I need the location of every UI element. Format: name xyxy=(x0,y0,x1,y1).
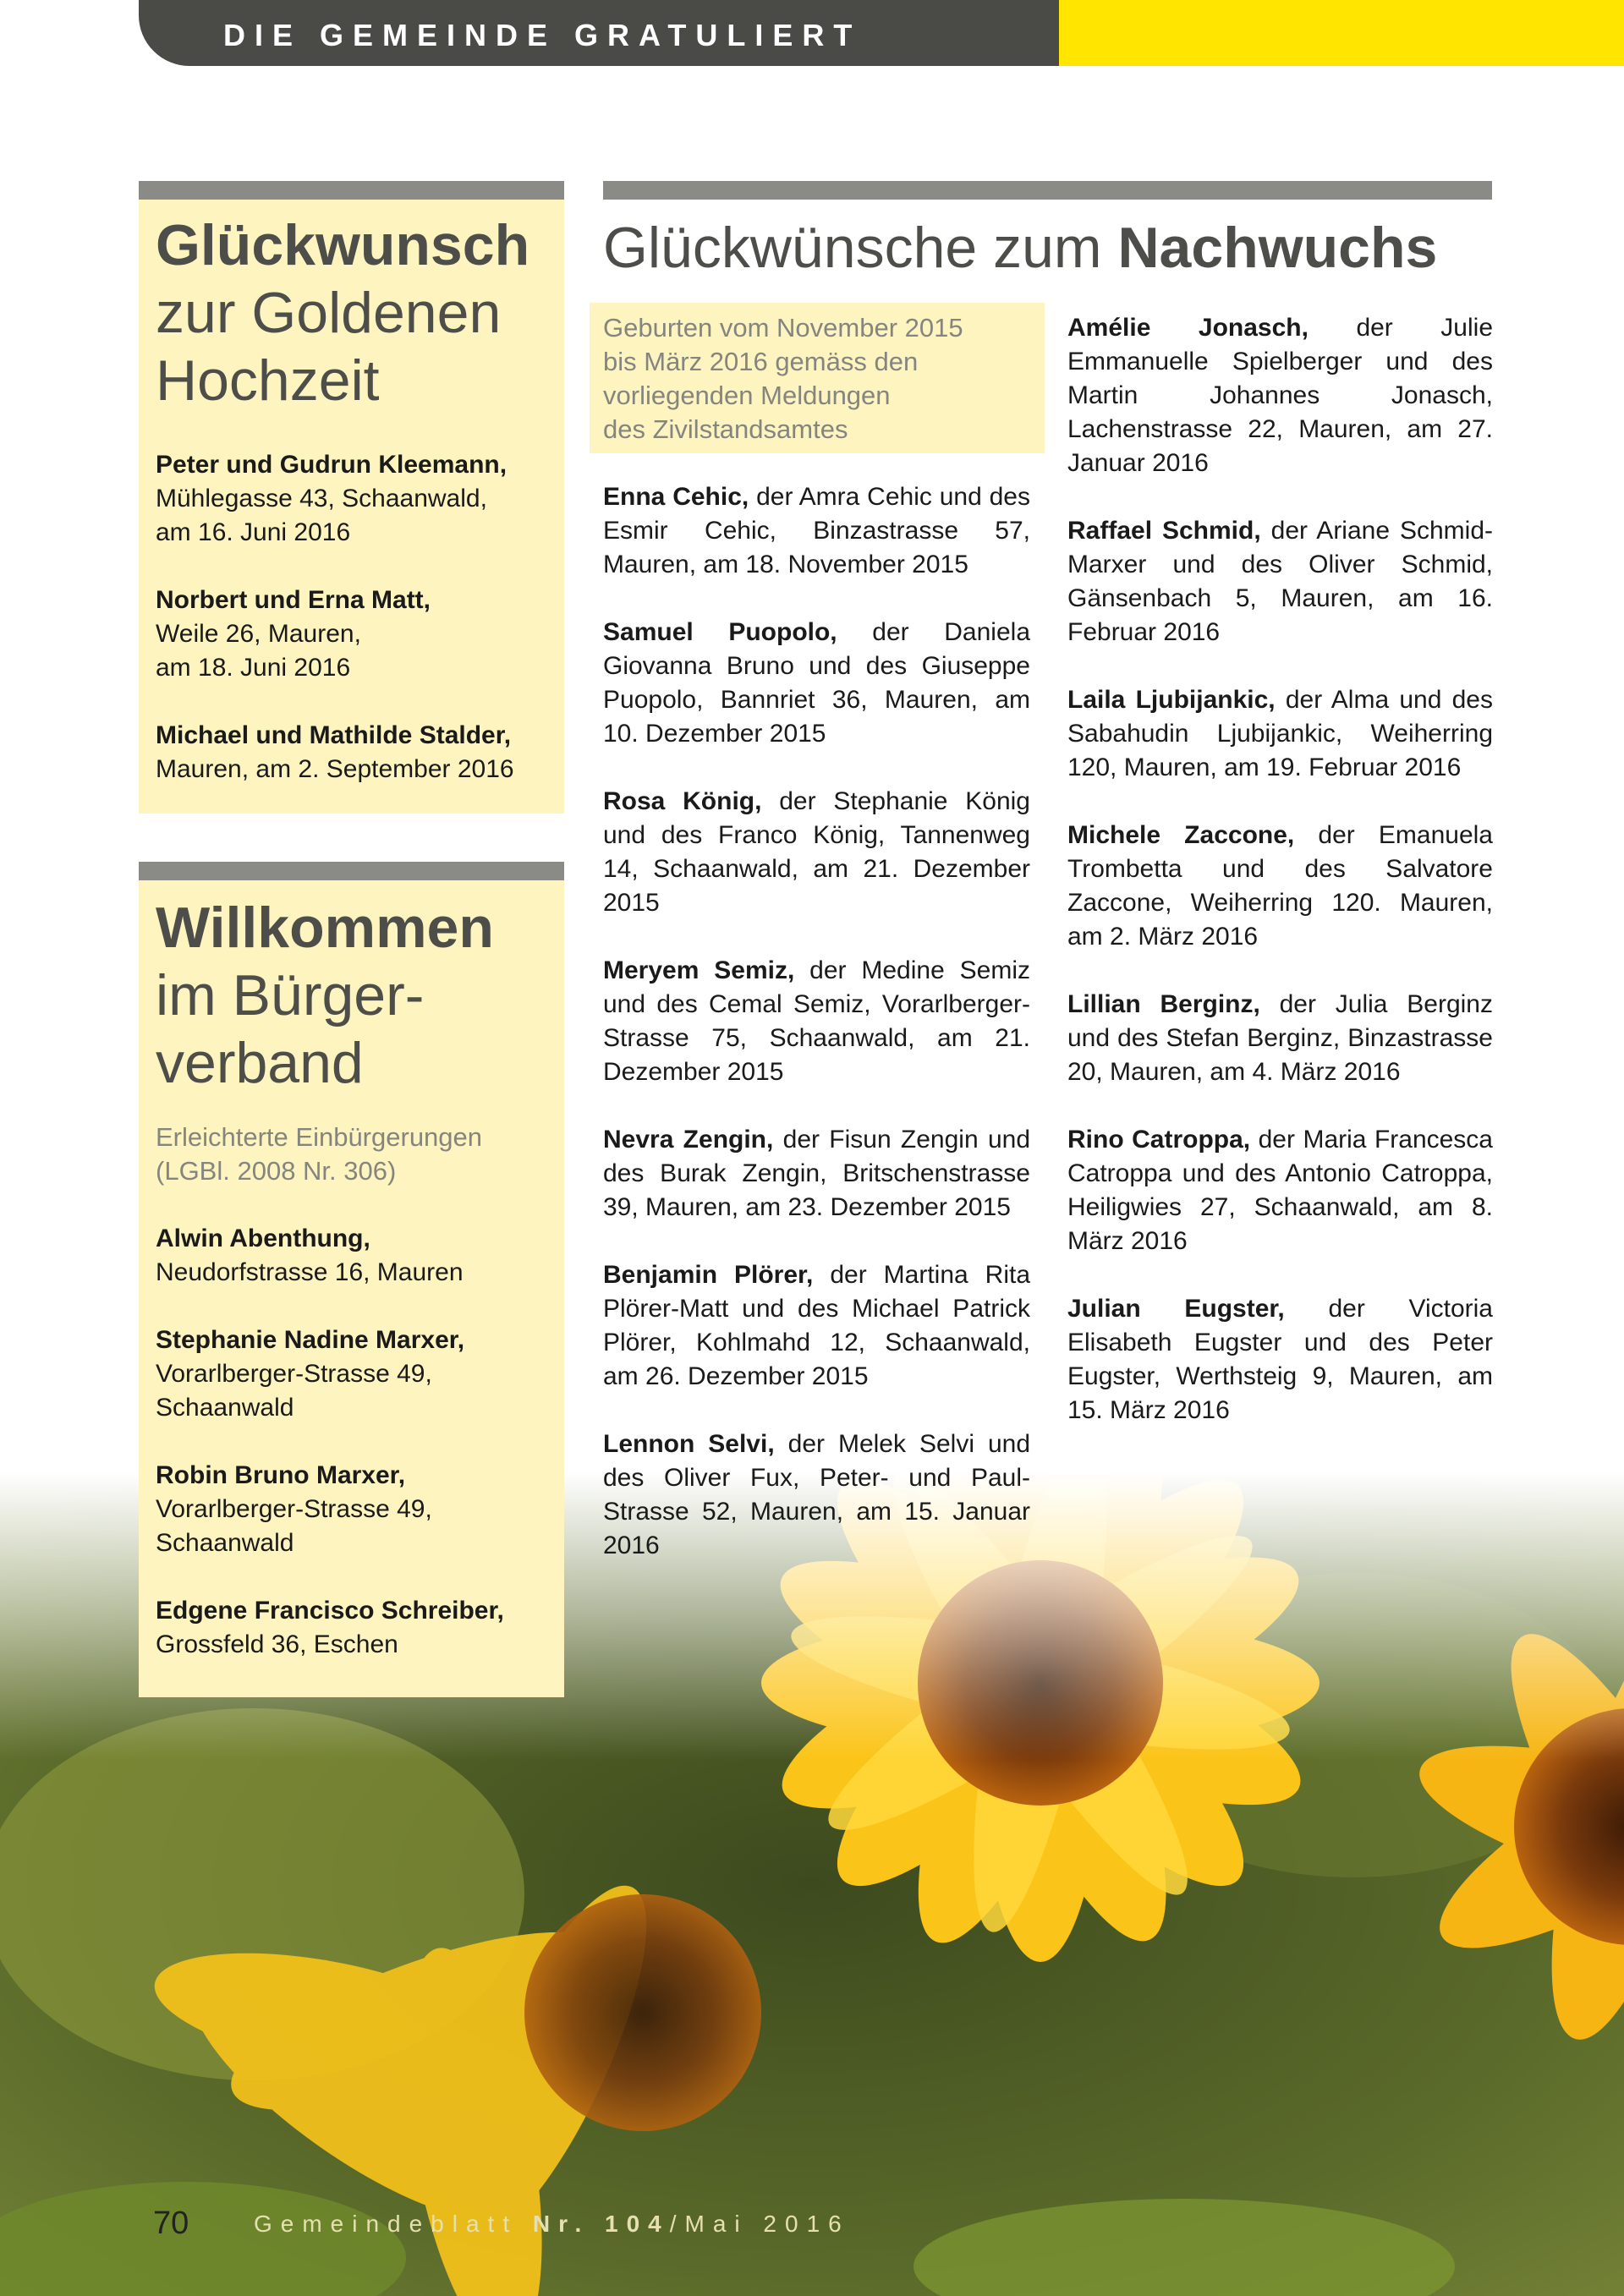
birth-entry xyxy=(603,616,1030,751)
divider-bar xyxy=(139,181,564,200)
child-name: Lennon Selvi, xyxy=(603,1430,775,1458)
birth-entry xyxy=(1067,683,1493,785)
births-column-2 xyxy=(1067,311,1493,1461)
golden-wedding-box xyxy=(139,200,564,814)
birth-entry xyxy=(1067,1292,1493,1427)
birth-details: der Stephanie König und des Franco König, Tannenweg 14, Schaanwald, am 21. Dezember 2015 xyxy=(603,787,1030,917)
birth-entry xyxy=(603,1258,1030,1394)
birth-details: der Alma und des Sabahudin Ljubijankic, Weiherring 120, Mauren, am 19. Februar 2016 xyxy=(1067,686,1493,781)
birth-details: der Ariane Schmid-Marxer und des Oliver Schmid, Gänsenbach 5, Mauren, am 16. Februar 2016 xyxy=(1067,517,1494,646)
birth-details: der Maria Francesca Catroppa und des Antonio Catroppa, Heiligwies 27, Schaanwald, am 8. März 2016 xyxy=(1067,1126,1493,1255)
entry-date: am 18. Juni 2016 xyxy=(156,654,351,682)
entry-name: Peter und Gudrun Kleemann, xyxy=(156,451,508,479)
entry-name: Stephanie Nadine Marxer, xyxy=(156,1326,465,1354)
child-name: Meryem Semiz, xyxy=(603,956,795,984)
birth-entry xyxy=(603,480,1030,582)
birth-details: der Fisun Zengin und des Burak Zengin, Britschenstrasse 39, Mauren, am 23. Dezember 2015 xyxy=(603,1126,1030,1221)
births-heading xyxy=(603,211,1491,284)
welcome-heading-bold: Willkommen xyxy=(156,896,494,960)
entry-town: Schaanwald xyxy=(156,1529,294,1557)
child-name: Raffael Schmid, xyxy=(1067,517,1261,545)
entry-name: Alwin Abenthung, xyxy=(156,1225,370,1252)
golden-entry xyxy=(156,584,547,685)
welcome-heading-line3: verband xyxy=(156,1031,364,1095)
intro-line: Geburten vom November 2015 xyxy=(603,313,963,342)
entry-address: Vorarlberger-Strasse 49, xyxy=(156,1360,432,1388)
entry-date: am 16. Juni 2016 xyxy=(156,518,351,546)
welcome-entry xyxy=(156,1459,547,1560)
birth-entry xyxy=(1067,1123,1493,1258)
birth-entry xyxy=(1067,988,1493,1089)
child-name: Benjamin Plörer, xyxy=(603,1261,814,1289)
intro-line: des Zivilstandsamtes xyxy=(603,414,848,444)
golden-entry xyxy=(156,719,547,786)
birth-details: der Emanuela Trombetta und des Salvatore Zaccone, Weiherring 120. Mauren, am 2. März 2016 xyxy=(1067,821,1493,951)
entry-name: Robin Bruno Marxer, xyxy=(156,1461,406,1489)
child-name: Nevra Zengin, xyxy=(603,1126,774,1153)
birth-entry xyxy=(1067,819,1493,954)
birth-details: der Daniela Giovanna Bruno und des Giuseppe Puopolo, Bannriet 36, Mauren, am 10. Dezember 2015 xyxy=(603,618,1031,748)
page-number: 70 xyxy=(153,2206,189,2241)
child-name: Lillian Berginz, xyxy=(1067,990,1260,1018)
welcome-note-ref: (LGBl. 2008 Nr. 306) xyxy=(156,1156,397,1186)
birth-entry xyxy=(1067,311,1493,480)
golden-entry xyxy=(156,448,547,550)
publication-name: Gemeindeblatt xyxy=(254,2211,518,2237)
entry-address: Vorarlberger-Strasse 49, xyxy=(156,1495,432,1523)
intro-line: vorliegenden Meldungen xyxy=(603,381,891,410)
section-title: DIE GEMEINDE GRATULIERT xyxy=(223,18,862,52)
child-name: Julian Eugster, xyxy=(1067,1295,1285,1323)
birth-details: der Victoria Elisabeth Eugster und des Peter Eugster, Werthsteig 9, Mauren, am 15. März 2016 xyxy=(1067,1295,1493,1424)
entry-address: Weile 26, Mauren, xyxy=(156,620,361,648)
entry-address: Neudorfstrasse 16, Mauren xyxy=(156,1258,464,1286)
births-heading-light: Glückwünsche zum xyxy=(603,216,1118,280)
birth-entry xyxy=(1067,514,1493,649)
birth-details: der Medine Semiz und des Cemal Semiz, Vorarlberger-Strasse 75, Schaanwald, am 21. Dezember 2015 xyxy=(603,956,1030,1086)
birth-entry xyxy=(603,785,1030,920)
births-intro-box xyxy=(590,303,1045,453)
golden-heading xyxy=(156,211,547,279)
child-name: Rosa König, xyxy=(603,787,762,815)
entry-address: Mühlegasse 43, Schaanwald, xyxy=(156,485,487,512)
welcome-note: Erleichterte Einbürgerungen xyxy=(156,1122,483,1152)
child-name: Rino Catroppa, xyxy=(1067,1126,1251,1153)
child-name: Samuel Puopolo, xyxy=(603,618,837,646)
entry-address: Grossfeld 36, Eschen xyxy=(156,1630,398,1658)
divider-bar xyxy=(139,862,564,880)
births-heading-bold: Nachwuchs xyxy=(1117,216,1438,280)
welcome-entry xyxy=(156,1222,547,1290)
divider-bar xyxy=(603,181,1492,200)
golden-heading-line2: zur Goldenen xyxy=(156,281,502,345)
child-name: Amélie Jonasch, xyxy=(1067,314,1309,342)
birth-entry xyxy=(603,1427,1030,1563)
child-name: Enna Cehic, xyxy=(603,483,749,511)
child-name: Laila Ljubijankic, xyxy=(1067,686,1276,714)
welcome-entry xyxy=(156,1323,547,1425)
entry-name: Edgene Francisco Schreiber, xyxy=(156,1597,504,1625)
welcome-entry xyxy=(156,1594,547,1662)
publication-footer xyxy=(254,2211,850,2238)
birth-details: der Amra Cehic und des Esmir Cehic, Binzastrasse 57, Mauren, am 18. November 2015 xyxy=(603,483,1030,578)
birth-details: der Melek Selvi und des Oliver Fux, Peter- und Paul-Strasse 52, Mauren, am 15. Januar 2016 xyxy=(603,1430,1030,1559)
birth-details: der Julia Berginz und des Stefan Berginz, Binzastrasse 20, Mauren, am 4. März 2016 xyxy=(1067,990,1493,1086)
birth-entry xyxy=(603,954,1030,1089)
entry-name: Michael und Mathilde Stalder, xyxy=(156,721,512,749)
issue-date: /Mai 2016 xyxy=(669,2211,850,2237)
birth-entry xyxy=(603,1123,1030,1225)
golden-heading-line3: Hochzeit xyxy=(156,348,380,413)
welcome-box xyxy=(139,880,564,1697)
issue-number: Nr. 104 xyxy=(532,2211,670,2237)
birth-details: der Julie Emmanuelle Spielberger und des Martin Johannes Jonasch, Lachenstrasse 22, Mauren, am 27. Januar 2016 xyxy=(1067,314,1493,477)
golden-heading-bold: Glückwunsch xyxy=(156,213,530,277)
child-name: Michele Zaccone, xyxy=(1067,821,1295,849)
header-accent xyxy=(1059,0,1624,66)
entry-address: Mauren, am 2. September 2016 xyxy=(156,755,514,783)
intro-line: bis März 2016 gemäss den xyxy=(603,347,919,376)
entry-name: Norbert und Erna Matt, xyxy=(156,586,431,614)
birth-details: der Martina Rita Plörer-Matt und des Michael Patrick Plörer, Kohlmahd 12, Schaanwald, am 26. Dezember 2015 xyxy=(603,1261,1030,1390)
entry-town: Schaanwald xyxy=(156,1394,294,1422)
welcome-heading xyxy=(156,894,547,962)
births-column-1 xyxy=(603,480,1030,1597)
welcome-heading-line2: im Bürger- xyxy=(156,963,425,1027)
